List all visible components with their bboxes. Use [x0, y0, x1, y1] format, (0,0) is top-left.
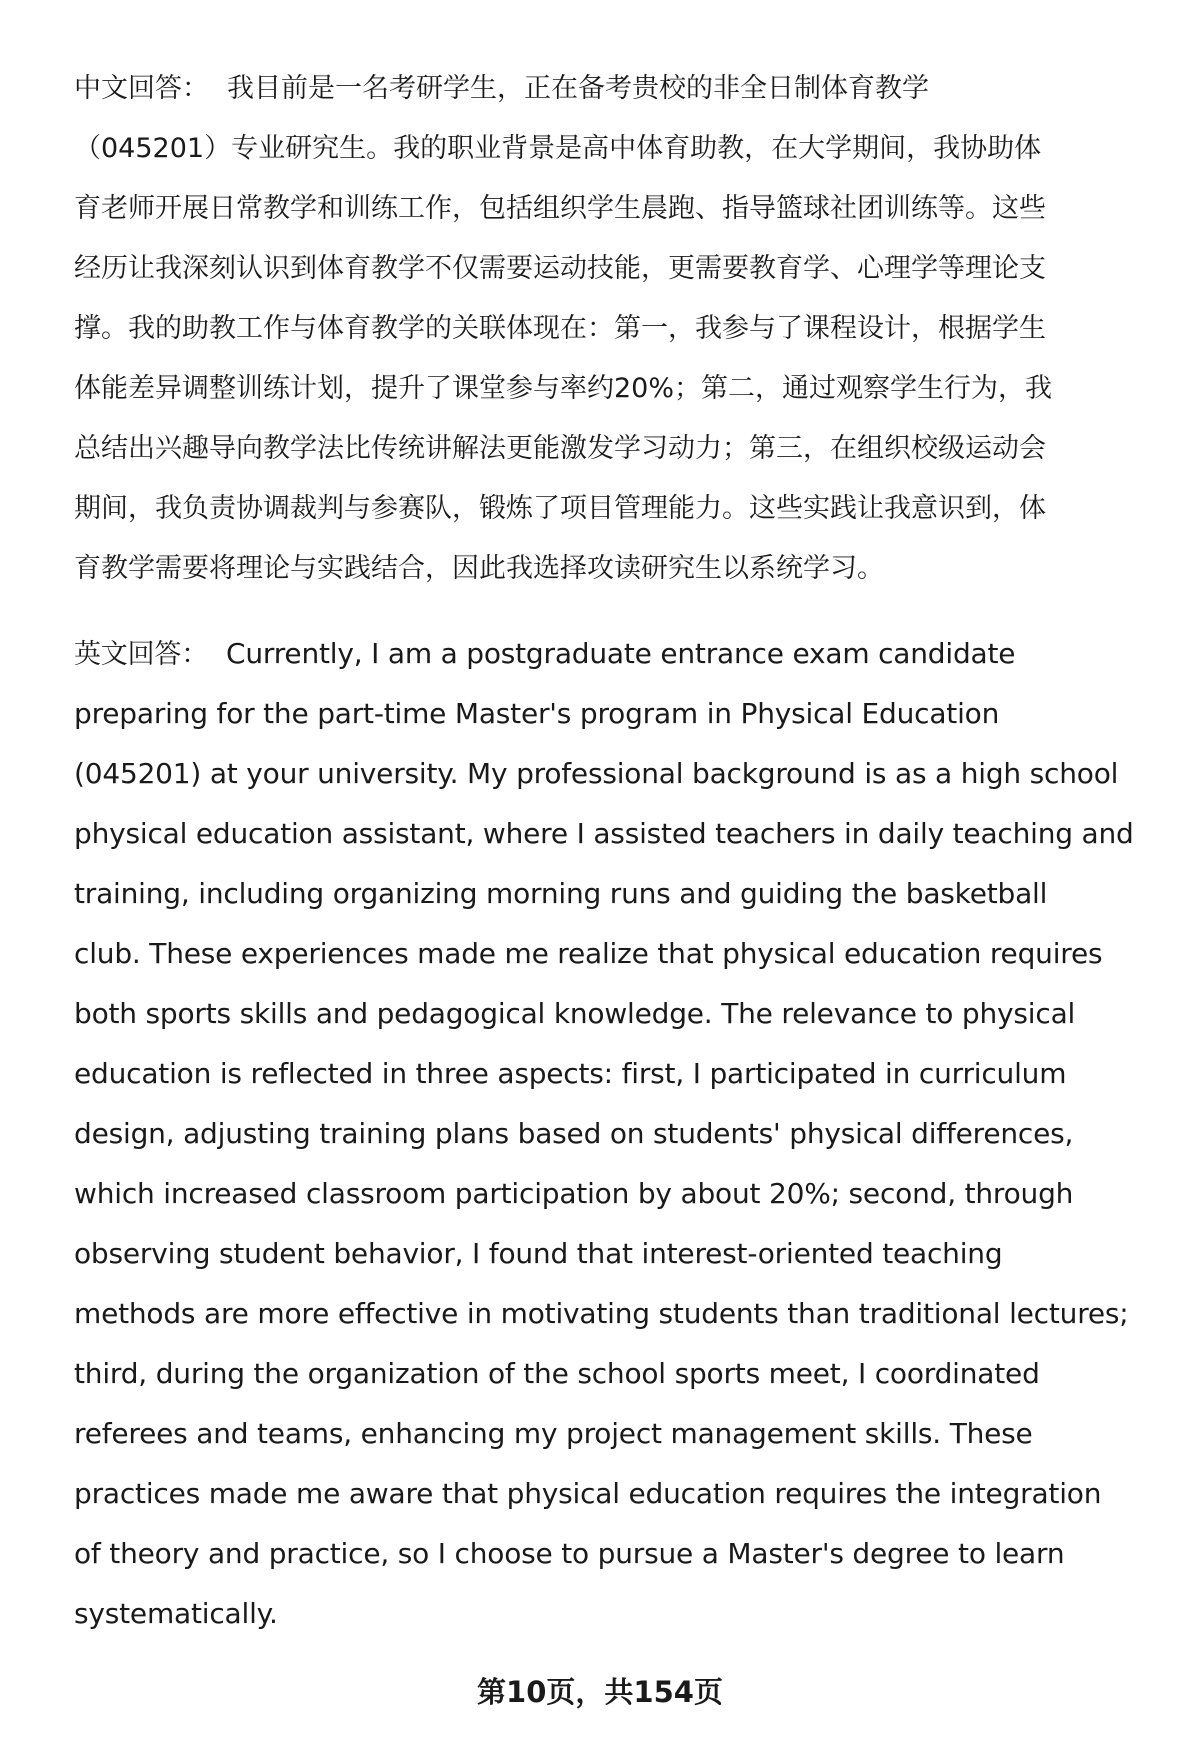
- text-line: observing student behavior, I found that interest-oriented teaching: [74, 1237, 1003, 1270]
- text-line: 总结出兴趣导向教学法比传统讲解法更能激发学习动力；第三，在组织校级运动会: [74, 433, 1046, 464]
- text-line: third, during the organization of the school sports meet, I coordinated: [74, 1357, 1040, 1390]
- text-line: training, including organizing morning runs and guiding the basketball: [74, 877, 1048, 910]
- text-line: 育教学需要将理论与实践结合，因此我选择攻读研究生以系统学习。: [74, 553, 884, 584]
- text-line: club. These experiences made me realize that physical education requires: [74, 937, 1103, 970]
- text-line: 育老师开展日常教学和训练工作，包括组织学生晨跑、指导篮球社团训练等。这些: [74, 193, 1046, 224]
- text-line: physical education assistant, where I assisted teachers in daily teaching and: [74, 817, 1134, 850]
- chinese-answer-label: 中文回答：: [74, 73, 209, 104]
- text-line: 体能差异调整训练计划，提升了课堂参与率约20%；第二，通过观察学生行为，我: [74, 373, 1053, 404]
- text-line: 经历让我深刻认识到体育教学不仅需要运动技能，更需要教育学、心理学等理论支: [74, 253, 1046, 284]
- text-line: [74, 624, 1164, 684]
- text-line: which increased classroom participation by about 20%; second, through: [74, 1177, 1074, 1210]
- text-line: (045201) at your university. My professional background is as a high school: [74, 757, 1119, 790]
- text-line-content: Currently, I am a postgraduate entrance exam candidate: [226, 637, 1016, 670]
- text-line: （045201）专业研究生。我的职业背景是高中体育助教，在大学期间，我协助体: [74, 133, 1042, 164]
- text-line: [74, 59, 1164, 119]
- text-line: both sports skills and pedagogical knowledge. The relevance to physical: [74, 997, 1076, 1030]
- text-line: methods are more effective in motivating students than traditional lectures;: [74, 1297, 1129, 1330]
- text-line-content: 我目前是一名考研学生，正在备考贵校的非全日制体育教学: [227, 73, 929, 104]
- chinese-answer-paragraph: [74, 59, 1164, 599]
- text-line: referees and teams, enhancing my project management skills. These: [74, 1417, 1033, 1450]
- text-line: education is reflected in three aspects: first, I participated in curriculum: [74, 1057, 1067, 1090]
- text-line: systematically.: [74, 1597, 278, 1630]
- text-line: practices made me aware that physical education requires the integration: [74, 1477, 1102, 1510]
- page-indicator: 第10页，共154页: [477, 1675, 723, 1709]
- text-line: 期间，我负责协调裁判与参赛队，锻炼了项目管理能力。这些实践让我意识到，体: [74, 493, 1046, 524]
- english-answer-paragraph: [74, 624, 1164, 1644]
- text-line: design, adjusting training plans based on students' physical differences,: [74, 1117, 1074, 1150]
- text-line: of theory and practice, so I choose to pursue a Master's degree to learn: [74, 1537, 1065, 1570]
- text-line: preparing for the part-time Master's program in Physical Education: [74, 697, 1000, 730]
- text-line: 撑。我的助教工作与体育教学的关联体现在：第一，我参与了课程设计，根据学生: [74, 313, 1046, 344]
- english-answer-label: 英文回答：: [74, 639, 208, 670]
